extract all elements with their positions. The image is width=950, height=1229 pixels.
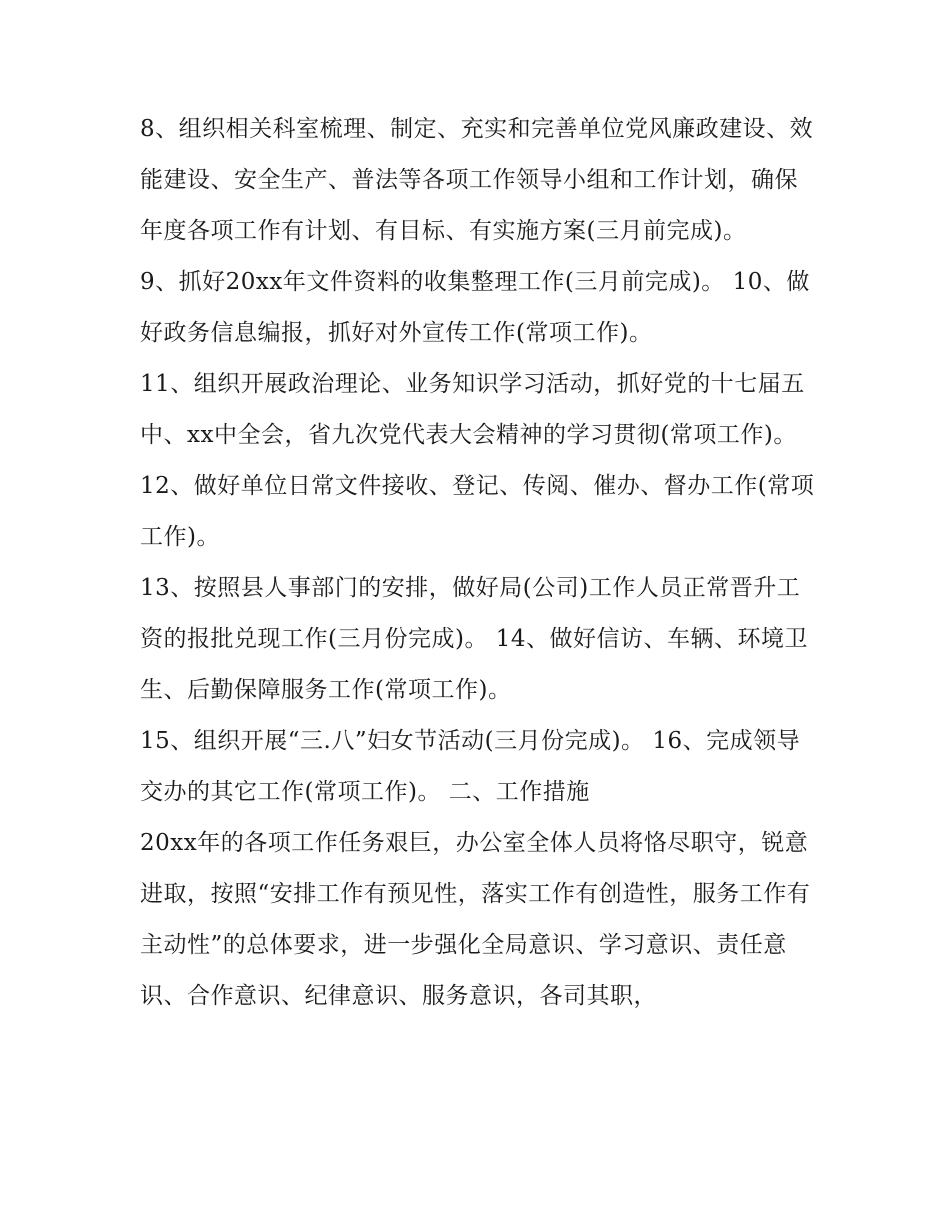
paragraph-item-13-14: 13、按照县人事部门的安排，做好局(公司)工作人员正常晋升工资的报批兑现工作(三月份完成)。 14、做好信访、车辆、环境卫生、后勤保障服务工作(常项工作)。 [140,575,809,703]
paragraph-item-8: 8、组织相关科室梳理、制定、充实和完善单位党风廉政建设、效能建设、安全生产、普法等各项工作领导小组和工作计划，确保年度各项工作有计划、有目标、有实施方案(三月前完成)。 [140,116,814,244]
paragraph-item-12: 12、做好单位日常文件接收、登记、传阅、催办、督办工作(常项工作)。 [140,473,815,550]
paragraph-work-measures: 20xx年的各项工作任务艰巨，办公室全体人员将恪尽职守，锐意进取，按照“安排工作有预见性，落实工作有创造性，服务工作有主动性”的总体要求，进一步强化全局意识、学习意识、责任意识、合作意识、纪律意识、服务意识，各司其职， [140,830,811,1009]
paragraph-item-9-10: 9、抓好20xx年文件资料的收集整理工作(三月前完成)。 10、做好政务信息编报，抓好对外宣传工作(常项工作)。 [140,269,810,346]
paragraph-item-15-16: 15、组织开展“三.八”妇女节活动(三月份完成)。 16、完成领导交办的其它工作(常项工作)。 二、工作措施 [140,728,801,805]
paragraph-item-11: 11、组织开展政治理论、业务知识学习活动，抓好党的十七届五中、xx中全会，省九次党代表大会精神的学习贯彻(常项工作)。 [140,371,805,448]
document-body [140,104,820,1022]
